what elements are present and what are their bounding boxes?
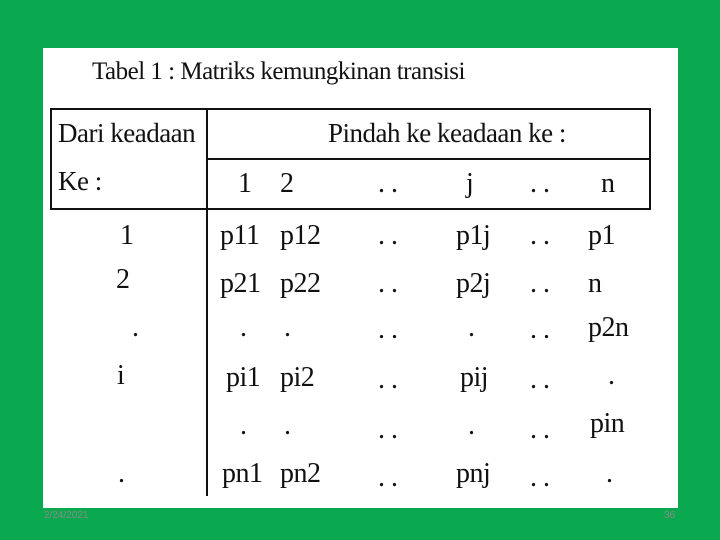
cell-p12: p12: [280, 220, 321, 251]
cell-ellipsis: . .: [378, 462, 398, 493]
cell-ellipsis: . .: [530, 268, 550, 299]
table-caption: Tabel 1 : Matriks kemungkinan transisi: [92, 58, 465, 85]
col-header-ellipsis-1: . .: [378, 168, 398, 199]
cell-dot: .: [608, 360, 615, 391]
cell-p2n: p2n: [588, 312, 629, 343]
cell-dot: .: [606, 458, 613, 489]
table-image: [43, 48, 678, 508]
cell-ellipsis: . .: [378, 414, 398, 445]
rule-group-header: [206, 158, 651, 160]
row-label-dot: .: [132, 312, 139, 343]
cell-pi2: pi2: [280, 362, 315, 393]
row-header-line2: Ke :: [58, 166, 102, 196]
cell-p11: p11: [220, 220, 260, 251]
col-header-2: 2: [280, 168, 294, 199]
cell-n: n: [588, 268, 602, 299]
row-label-2: 2: [116, 264, 130, 295]
col-header-1: 1: [238, 168, 252, 199]
cell-ellipsis: . .: [530, 462, 550, 493]
rule-header-bottom: [50, 208, 651, 210]
cell-p2j: p2j: [456, 268, 491, 299]
cell-dot: .: [284, 312, 291, 343]
cell-dot: .: [240, 312, 247, 343]
cell-ellipsis: . .: [378, 268, 398, 299]
rule-right: [649, 108, 651, 210]
col-header-ellipsis-2: . .: [530, 168, 550, 199]
cell-pnj: pnj: [456, 458, 491, 489]
col-header-n: n: [601, 168, 615, 199]
cell-ellipsis: . .: [530, 414, 550, 445]
slide-number: 36: [664, 510, 676, 521]
cell-pi1: pi1: [226, 362, 261, 393]
cell-dot: .: [468, 312, 475, 343]
row-label-1: 1: [120, 220, 134, 251]
cell-ellipsis: . .: [378, 314, 398, 345]
cell-p22: p22: [280, 268, 321, 299]
cell-ellipsis: . .: [530, 314, 550, 345]
cell-ellipsis: . .: [378, 220, 398, 251]
cell-pn1: pn1: [222, 458, 263, 489]
col-header-j: j: [466, 168, 474, 199]
row-label-dot-2: .: [118, 458, 125, 489]
rule-left: [50, 108, 52, 210]
cell-dot: .: [284, 410, 291, 441]
cell-ellipsis: . .: [378, 364, 398, 395]
col-group-header: Pindah ke keadaan ke :: [328, 118, 566, 148]
rule-divider: [206, 108, 208, 496]
cell-p1j: p1j: [456, 220, 491, 251]
cell-pn2: pn2: [280, 458, 321, 489]
row-header-line1: Dari keadaan: [58, 118, 196, 148]
cell-ellipsis: . .: [530, 220, 550, 251]
cell-pin: pin: [590, 408, 625, 439]
cell-pij: pij: [460, 362, 489, 393]
cell-dot: .: [240, 410, 247, 441]
cell-p1: p1: [588, 220, 615, 251]
rule-top: [50, 108, 651, 110]
cell-dot: .: [468, 410, 475, 441]
cell-ellipsis: . .: [530, 364, 550, 395]
cell-p21: p21: [220, 268, 261, 299]
slide-date: 2/24/2021: [44, 510, 89, 521]
row-label-i: i: [117, 360, 125, 391]
